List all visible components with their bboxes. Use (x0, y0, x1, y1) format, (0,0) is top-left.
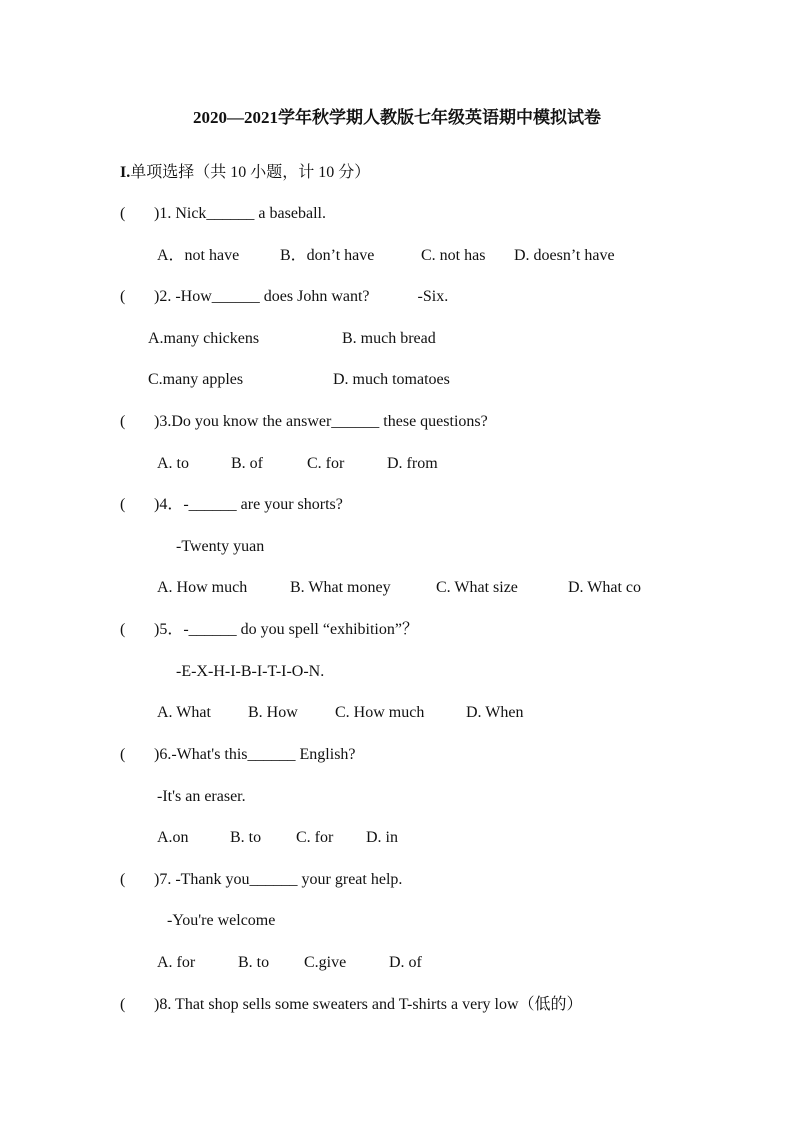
question-answer-text: -Six. (417, 288, 449, 305)
question-stem-text: )2. -How______ does John want? (154, 288, 370, 305)
question-7-stem (120, 869, 402, 891)
option-b: B. What money (290, 579, 391, 596)
question-4-options (157, 577, 641, 599)
option-b: B. to (238, 954, 270, 971)
option-a: A. How much (157, 579, 248, 596)
option-b: B. much bread (342, 330, 436, 347)
question-2-options-row-1 (148, 328, 436, 350)
option-b: B. How (248, 704, 298, 721)
option-d: D. much tomatoes (333, 371, 450, 388)
question-6-stem (120, 744, 356, 766)
option-c: C.many apples (148, 371, 244, 388)
answer-paren: ( (120, 413, 126, 430)
option-b: B. to (230, 829, 262, 846)
option-a: A．not have (157, 247, 240, 264)
option-d: D. doesn’t have (514, 247, 615, 264)
question-3-options (157, 453, 438, 475)
option-c: C. for (296, 829, 334, 846)
question-6-options (157, 827, 398, 849)
option-c: C. How much (335, 704, 425, 721)
answer-paren: ( (120, 205, 126, 222)
question-stem-text: )3.Do you know the answer______ these questions? (154, 413, 488, 430)
option-a: A. for (157, 954, 196, 971)
question-stem-text: )4．-______ are your shorts? (154, 496, 343, 513)
question-stem-text: )7. -Thank you______ your great help. (154, 871, 403, 888)
question-1-options (157, 245, 615, 267)
question-7-options (157, 952, 422, 974)
question-stem-text: )5．-______ do you spell “exhibition”？ (154, 621, 418, 638)
option-d: D. in (366, 829, 398, 846)
option-a: A. to (157, 455, 189, 472)
question-stem-text: )6.-What's this______ English? (154, 746, 356, 763)
question-2-options-row-2 (148, 369, 450, 391)
question-4-stem (120, 494, 343, 516)
section-number: I. (120, 164, 131, 181)
question-8-stem (120, 994, 583, 1016)
page-title: 2020—2021学年秋学期人教版七年级英语期中模拟试卷 (193, 108, 601, 127)
answer-paren: ( (120, 288, 126, 305)
option-d: D. of (389, 954, 422, 971)
answer-paren: ( (120, 496, 126, 513)
question-5-stem (120, 619, 418, 641)
option-b: B. of (231, 455, 263, 472)
option-c: C. not has (421, 247, 486, 264)
question-5-options (157, 702, 523, 724)
question-4-reply: -Twenty yuan (176, 538, 265, 555)
option-a: A.many chickens (148, 330, 260, 347)
option-b: B．don’t have (280, 247, 375, 264)
question-stem-text: )8. That shop sells some sweaters and T-shirts a very low（低的） (154, 996, 583, 1013)
option-d: D. What co (568, 579, 642, 596)
question-6-reply: -It's an eraser. (157, 788, 246, 805)
answer-paren: ( (120, 621, 126, 638)
question-stem-text: )1. Nick______ a baseball. (154, 205, 326, 222)
option-a: A. What (157, 704, 211, 721)
option-c: C. for (307, 455, 345, 472)
option-d: D. from (387, 455, 438, 472)
answer-paren: ( (120, 746, 126, 763)
option-c: C. What size (436, 579, 518, 596)
option-c: C.give (304, 954, 347, 971)
question-5-reply: -E-X-H-I-B-I-T-I-O-N. (176, 663, 325, 680)
question-3-stem (120, 411, 488, 433)
answer-paren: ( (120, 996, 126, 1013)
option-d: D. When (466, 704, 524, 721)
section-heading-text: 单项选择（共 10 小题，计 10 分） (130, 164, 371, 181)
question-2-stem (120, 286, 448, 308)
option-a: A.on (157, 829, 189, 846)
answer-paren: ( (120, 871, 126, 888)
section-heading (120, 162, 370, 184)
question-7-reply: -You're welcome (167, 912, 276, 929)
question-1-stem (120, 203, 326, 225)
